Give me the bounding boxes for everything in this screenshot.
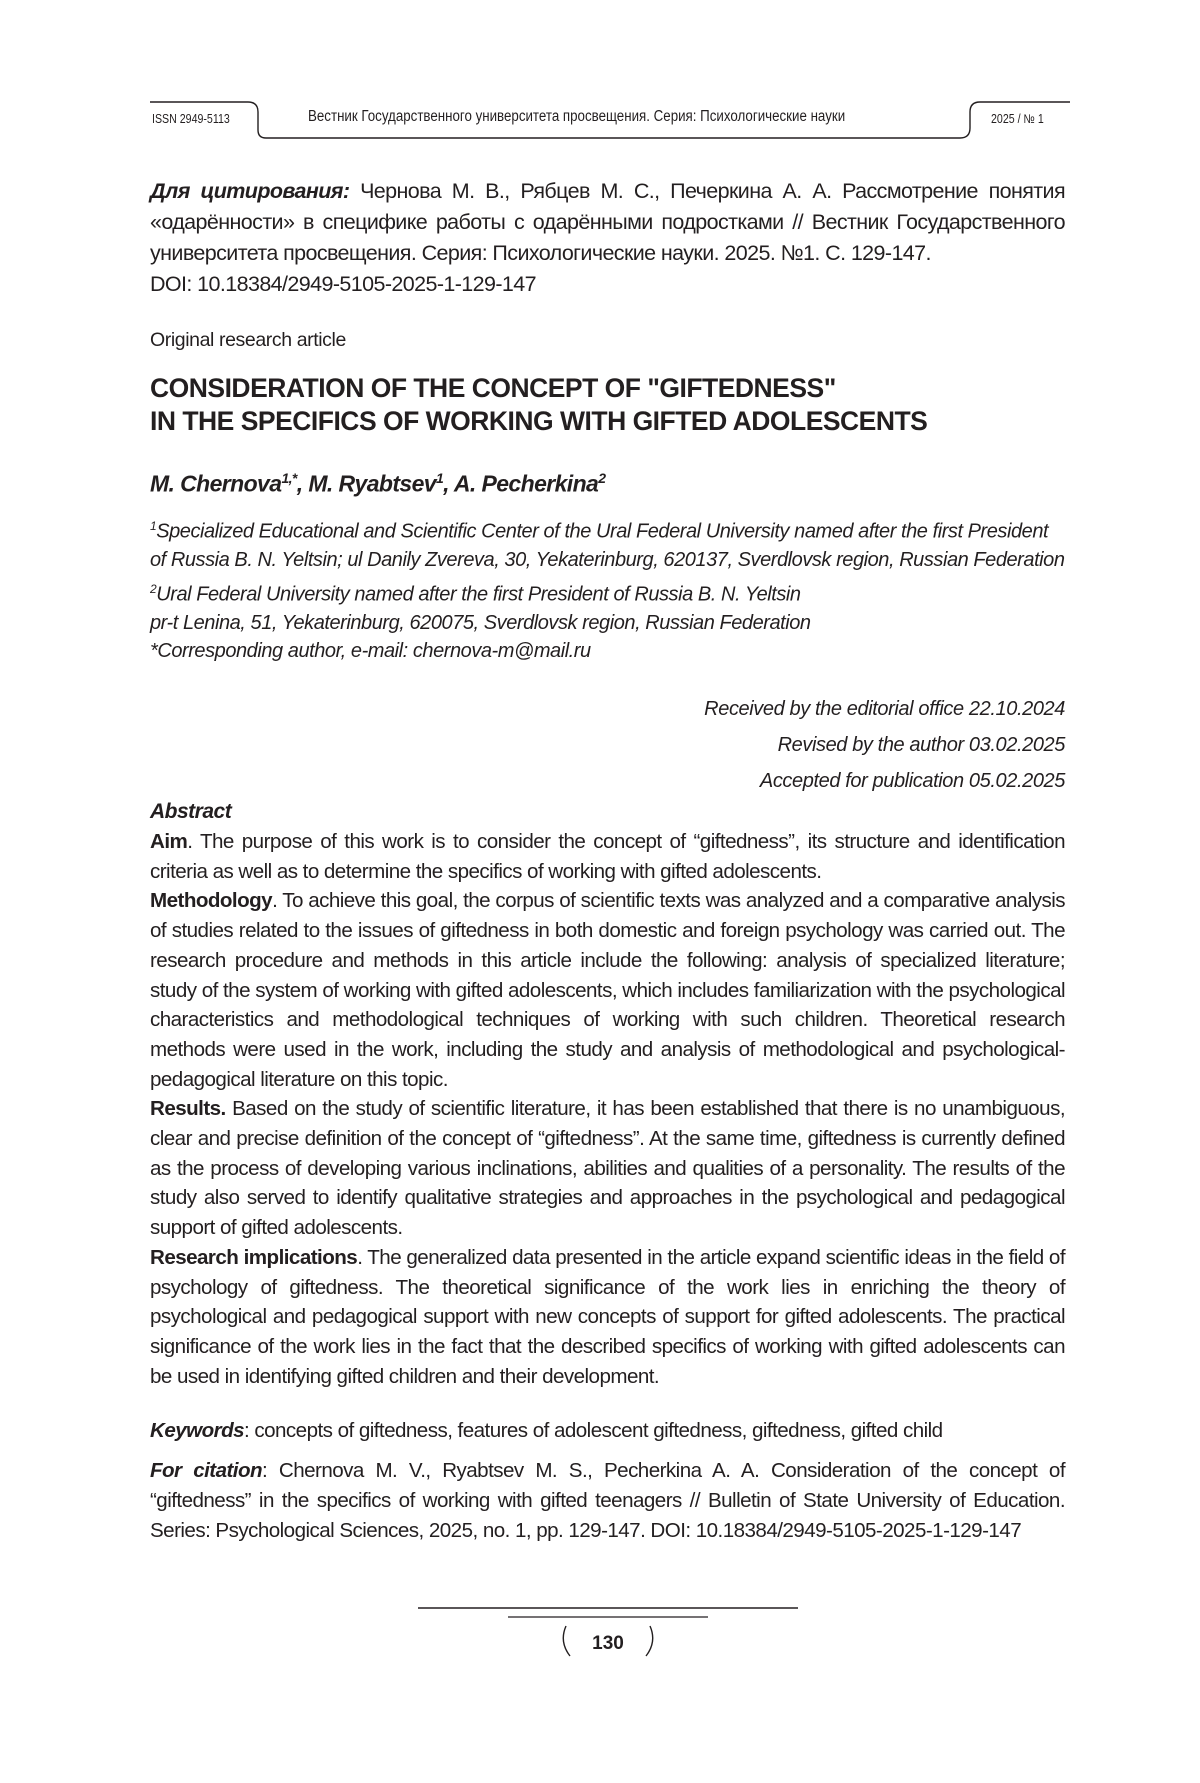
page-number: 130: [592, 1633, 624, 1654]
article-type: Original research article: [150, 329, 346, 351]
abstract-implications: [150, 1243, 1065, 1392]
methodology-text: . To achieve this goal, the corpus of scientific texts was analyzed and a comparative analysis of studies related to the issues of giftedness in both domestic and foreign psychology was carried out. The research procedure and methods in this article include the following: analysis of specialized literature; study of the system of working with gifted adolescents, which includes familiarization with the psychological characteristics and methodological techniques of working with such children. Theoretical research methods were used in the work, including the study and analysis of methodological and psychological-pedagogical literature on this topic.: [150, 889, 1065, 1091]
english-citation: [150, 1456, 1065, 1546]
abstract-results: [150, 1094, 1065, 1243]
implications-text: . The generalized data presented in the article expand scientific ideas in the field of psychology of giftedness. The theoretical significance of the work lies in enriching the theory of psychological and pedagogical support with new concepts of support for gifted adolescents. The practical significance of the work lies in the fact that the described specifics of working with gifted adolescents can be used in identifying gifted children and their development.: [150, 1245, 1065, 1388]
article-title: [150, 372, 1065, 438]
abstract-heading: Abstract: [150, 800, 232, 823]
results-text: Based on the study of scientific literature, it has been established that there is no unambiguous, clear and precise definition of the concept of “giftedness”. At the same time, giftedness is currently defined as the process of developing various inclinations, abilities and qualities of a personality. The results of the study also served to identify qualitative strategies and approaches in the psychological and pedagogical support of gifted adolescents.: [150, 1097, 1065, 1240]
russian-citation-doi[interactable]: DOI: 10.18384/2949-5105-2025-1-129-147: [150, 272, 537, 296]
author-affiliation-mark: 1: [435, 470, 444, 486]
revised-date: Revised by the author 03.02.2025: [777, 734, 1065, 756]
author-affiliation-mark: 1,*: [281, 470, 297, 486]
abstract-aim: [150, 827, 1065, 886]
issue-number: 2025 / № 1: [991, 112, 1044, 126]
aim-text: . The purpose of this work is to consider the concept of “giftedness”, its structure and identification criteria as well as to determine the specifics of working with gifted adolescents.: [150, 830, 1065, 883]
russian-citation-text: Чернова М. В., Рябцев М. С., Печеркина А. А. Рассмотрение понятия «одарённости» в специфике работы с одарёнными подростками // Вестник Государственного университета просвещения. Серия: Психологические науки. 2025. №1. С. 129-147.: [150, 179, 1065, 265]
affiliation-2-address: pr-t Lenina, 51, Yekaterinburg, 620075, Sverdlovsk region, Russian Federation: [150, 611, 811, 634]
author-affiliation-mark: 2: [598, 470, 606, 486]
results-label: Results.: [150, 1097, 226, 1121]
abstract-methodology: [150, 886, 1065, 1094]
affiliation-2: [150, 575, 1065, 609]
keywords-text: : concepts of giftedness, features of adolescent giftedness, giftedness, gifted child: [244, 1419, 943, 1442]
implications-label: Research implications: [150, 1245, 358, 1269]
english-citation-text: : Chernova M. V., Ryabtsev M. S., Pecherkina A. A. Consideration of the concept of “giftedness” in the specifics of working with gifted teenagers // Bulletin of State University of Education. Series: Psychological Sciences, 2025, no. 1, pp. 129-147. DOI: 10.18384/2949-5105-2025-1-129-147: [150, 1459, 1065, 1542]
aim-label: Aim: [150, 830, 188, 853]
title-line-1: CONSIDERATION OF THE CONCEPT OF "GIFTEDNESS": [150, 373, 836, 403]
page-footer: [418, 1606, 798, 1666]
abstract-body: [150, 827, 1065, 1391]
affiliations: [150, 512, 1065, 666]
author-name: A. Pecherkina: [453, 470, 599, 497]
corresponding-author[interactable]: *Corresponding author, e-mail: chernova-m@mail.ru: [150, 640, 591, 663]
affiliation-1: [150, 512, 1065, 575]
methodology-label: Methodology: [150, 889, 273, 913]
keywords-label: Keywords: [150, 1419, 245, 1442]
author-name: M. Chernova: [150, 470, 282, 497]
russian-citation-label: Для цитирования:: [150, 179, 350, 203]
running-header: [150, 92, 1070, 140]
issn: ISSN 2949-5113: [152, 112, 230, 126]
affiliation-text: Specialized Educational and Scientific Center of the Ural Federal University named after the first President of Russia B. N. Yeltsin; ul Danily Zvereva, 30, Yekaterinburg, 620137, Sverdlovsk region, Russian Federation: [150, 520, 1065, 572]
affiliation-number: 2: [150, 581, 157, 596]
accepted-date: Accepted for publication 05.02.2025: [759, 770, 1065, 792]
received-date: Received by the editorial office 22.10.2024: [704, 698, 1065, 720]
author-name: M. Ryabtsev: [308, 470, 436, 497]
english-citation-label: For citation: [150, 1459, 263, 1482]
journal-name: Вестник Государственного университета просвещения. Серия: Психологические науки: [308, 108, 846, 125]
russian-citation: [150, 176, 1065, 300]
author-list: M. Chernova$^{1,*}$, M. Ryabtsev$^1$, A. Pecherkina$^2$: [150, 470, 606, 497]
title-line-2: IN THE SPECIFICS OF WORKING WITH GIFTED ADOLESCENTS: [150, 406, 928, 436]
affiliation-text: Ural Federal University named after the first President of Russia B. N. Yeltsin: [156, 583, 801, 606]
affiliation-number: 1: [150, 519, 157, 533]
keywords: [150, 1416, 1065, 1446]
publication-dates: [150, 691, 1065, 799]
